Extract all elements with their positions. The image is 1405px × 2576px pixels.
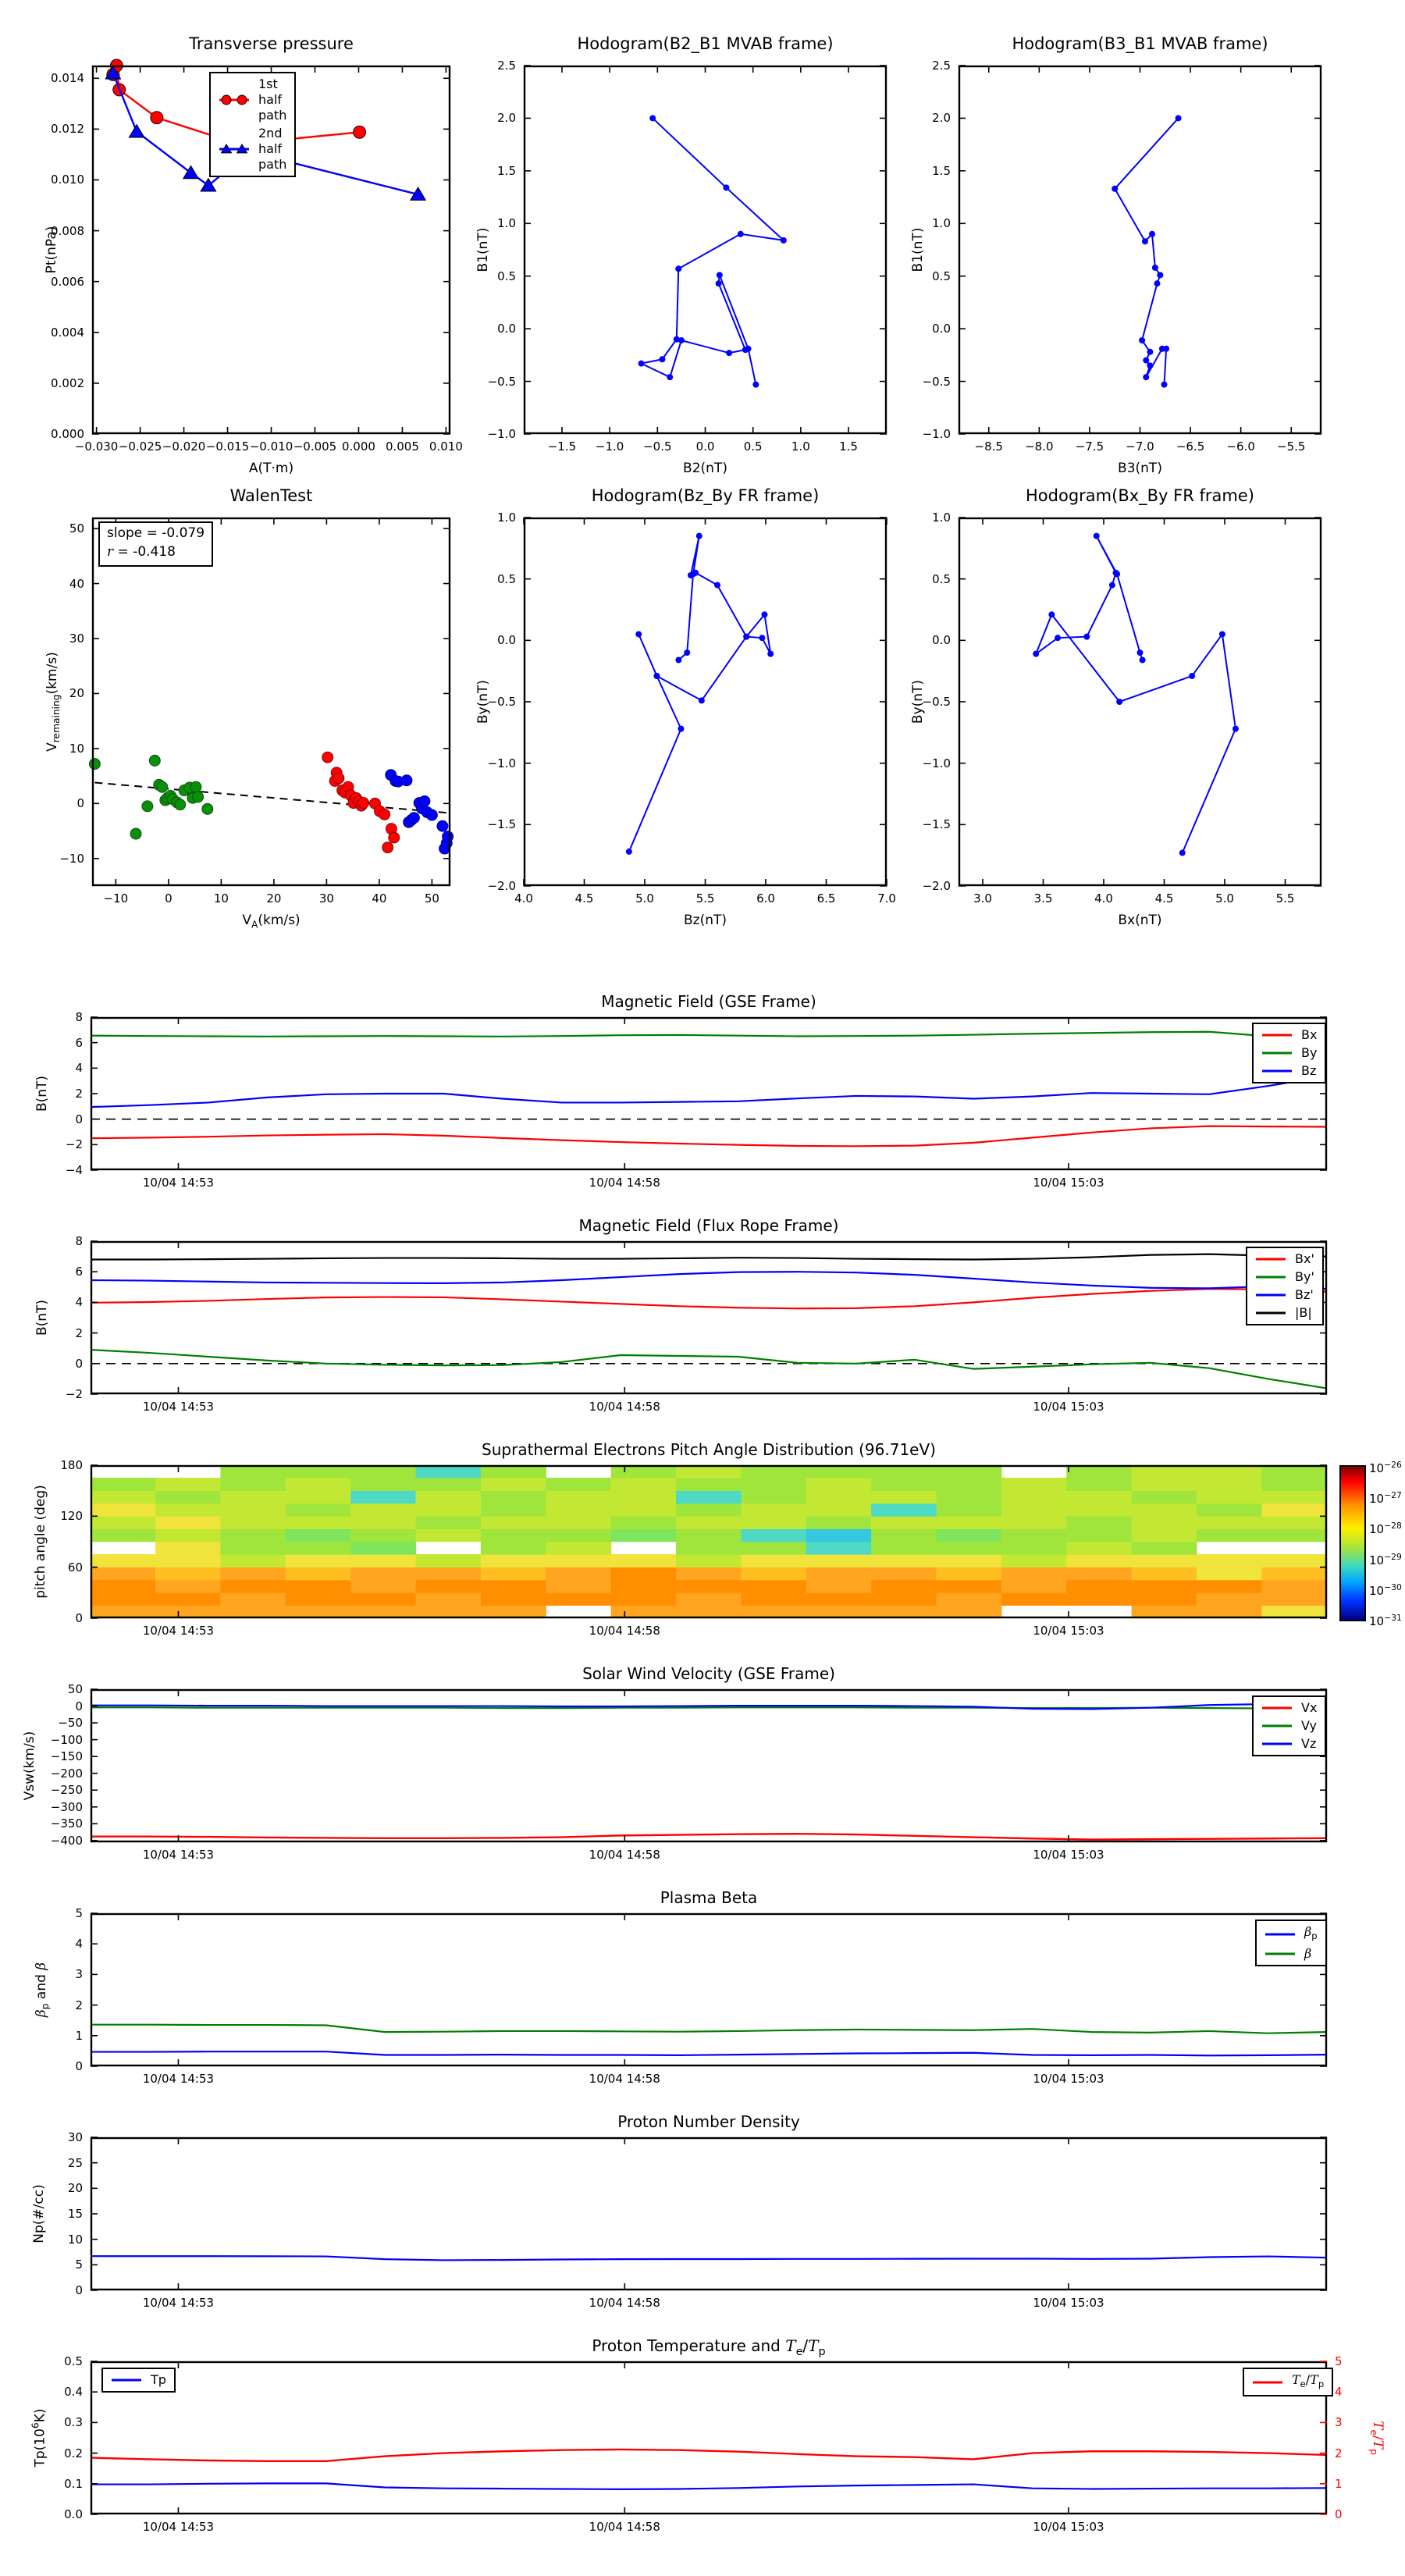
x-tick-label: −6.0 xyxy=(1226,439,1255,454)
y-tick-label: 50 xyxy=(67,1682,83,1696)
x-tick-label: 10/04 15:03 xyxy=(1033,2296,1104,2310)
panel-title: Proton Temperature and $T_e/T_p$ xyxy=(592,2336,826,2358)
hodogram-bx-by-canvas xyxy=(959,518,1321,886)
hodogram-b3-b1-canvas xyxy=(959,66,1321,434)
y-tick-label: 0.014 xyxy=(51,71,84,86)
y-tick-label: 0 xyxy=(75,2059,83,2073)
panel-title: Hodogram(B2_B1 MVAB frame) xyxy=(577,34,834,53)
legend-label: β xyxy=(1304,1946,1312,1962)
x-tick-label: 4.5 xyxy=(1154,891,1174,906)
y-tick-label: 4 xyxy=(75,1295,83,1310)
y-tick-label: −300 xyxy=(50,1799,83,1814)
y-tick-label: −0.5 xyxy=(922,374,951,389)
legend-entry xyxy=(1260,1736,1317,1752)
legend-sample-line xyxy=(1260,1737,1294,1751)
y-tick-label: 5 xyxy=(75,2258,83,2272)
x-axis-label: Bz(nT) xyxy=(683,913,727,928)
legend-sample-line xyxy=(1250,2375,1285,2389)
x-tick-label: −7.5 xyxy=(1075,439,1104,454)
y-axis-label: $\beta_p$ and β xyxy=(33,1962,52,2018)
y-tick-label: 2.0 xyxy=(932,111,951,126)
legend-entry xyxy=(1254,1269,1314,1285)
x-tick-label: −0.020 xyxy=(162,439,206,454)
colorbar xyxy=(1339,1465,1366,1621)
legend-sample-line xyxy=(109,2373,144,2387)
x-tick-label: 10/04 14:53 xyxy=(142,1624,215,1638)
y-axis-label: Vsw(km/s) xyxy=(22,1731,37,1801)
y-tick-label: 8 xyxy=(75,1010,83,1024)
legend xyxy=(101,2368,176,2393)
x-tick-label: 3.0 xyxy=(973,891,992,906)
y-tick-label: 0.5 xyxy=(497,269,516,283)
legend xyxy=(1246,1247,1324,1325)
legend xyxy=(1252,1023,1326,1083)
x-tick-label: 10/04 14:53 xyxy=(142,1848,215,1862)
y-tick-label: 2 xyxy=(75,1087,83,1101)
y-axis-label: B1(nT) xyxy=(910,227,926,272)
x-tick-label: 4.5 xyxy=(574,891,594,906)
right-y-tick-label: 4 xyxy=(1335,2385,1343,2400)
x-tick-label: −5.5 xyxy=(1277,439,1306,454)
x-tick-label: 5.0 xyxy=(1215,891,1234,906)
x-tick-label: −8.5 xyxy=(974,439,1003,454)
x-tick-label: −0.010 xyxy=(249,439,293,454)
x-tick-label: 3.5 xyxy=(1033,891,1053,906)
legend-label: By' xyxy=(1295,1269,1314,1284)
x-tick-label: 0.000 xyxy=(341,439,375,454)
legend-label: Vy xyxy=(1301,1718,1317,1733)
y-tick-label: 1 xyxy=(75,2028,83,2043)
x-tick-label: 10 xyxy=(213,891,229,906)
x-tick-label: 10/04 14:58 xyxy=(589,1400,660,1414)
y-tick-label: 2 xyxy=(75,1325,83,1340)
panel-title: Hodogram(B3_B1 MVAB frame) xyxy=(1012,34,1268,53)
x-tick-label: 10/04 14:58 xyxy=(589,2296,660,2310)
x-tick-label: 10/04 14:58 xyxy=(589,2072,660,2086)
x-tick-label: 1.5 xyxy=(839,439,858,454)
x-tick-label: 1.0 xyxy=(791,439,810,454)
legend-entry xyxy=(1260,1045,1317,1061)
x-tick-label: 10/04 14:58 xyxy=(589,2520,660,2534)
legend-entry xyxy=(1254,1305,1314,1321)
y-tick-label: 10 xyxy=(69,741,84,756)
colorbar-tick-label: $10^{-29}$ xyxy=(1369,1551,1402,1567)
y-tick-label: 6 xyxy=(75,1035,83,1050)
colorbar-tick-label: $10^{-28}$ xyxy=(1369,1521,1402,1537)
y-tick-label: 2.5 xyxy=(932,59,951,73)
y-tick-label: 30 xyxy=(67,2130,83,2144)
y-tick-label: 6 xyxy=(75,1265,83,1279)
stats-box: slope = -0.079 r = -0.418 xyxy=(98,521,213,567)
y-axis-label: $V_{remaining}(km/s)$ xyxy=(44,652,62,752)
panel-title: Magnetic Field (GSE Frame) xyxy=(601,992,816,1011)
legend-entry xyxy=(109,2372,166,2388)
x-tick-label: 30 xyxy=(318,891,334,906)
x-tick-label: 40 xyxy=(372,891,387,906)
legend-entry xyxy=(1260,1027,1317,1043)
y-tick-label: 4 xyxy=(75,1061,83,1076)
y-tick-label: −0.5 xyxy=(922,695,951,709)
legend-entry xyxy=(217,126,286,173)
x-tick-label: 10/04 14:53 xyxy=(142,2296,215,2310)
x-tick-label: −0.025 xyxy=(118,439,162,454)
x-tick-label: 20 xyxy=(266,891,282,906)
legend xyxy=(1252,1695,1326,1756)
y-tick-label: −1.0 xyxy=(922,427,951,441)
y-tick-label: 15 xyxy=(67,2207,83,2221)
y-tick-label: 0.010 xyxy=(51,173,84,187)
y-tick-label: 1.0 xyxy=(932,511,951,525)
y-axis-label: B(nT) xyxy=(34,1299,50,1336)
y-tick-label: −150 xyxy=(50,1749,83,1764)
y-tick-label: 0.006 xyxy=(51,274,84,289)
y-tick-label: −100 xyxy=(50,1732,83,1747)
legend-label: Vz xyxy=(1301,1736,1317,1751)
y-tick-label: −1.0 xyxy=(487,756,516,770)
y-axis-label: By(nT) xyxy=(910,679,926,724)
hodogram-b2-b1-canvas xyxy=(524,66,887,434)
x-axis-label: Bx(nT) xyxy=(1118,913,1162,928)
proton-temperature-canvas xyxy=(91,2361,1327,2514)
legend-entry xyxy=(1263,1946,1318,1962)
magnetic-field-gse-canvas xyxy=(91,1017,1327,1170)
panel-title: Hodogram(Bz_By FR frame) xyxy=(591,486,820,505)
y-tick-label: 3 xyxy=(75,1967,83,1982)
x-tick-label: 10/04 14:58 xyxy=(589,1176,660,1190)
x-axis-label: A(T·m) xyxy=(248,461,294,476)
colorbar-tick-label: $10^{-27}$ xyxy=(1369,1490,1402,1507)
y-axis-label: B(nT) xyxy=(34,1075,50,1112)
y-tick-label: 25 xyxy=(67,2155,83,2170)
x-tick-label: 10/04 15:03 xyxy=(1033,2072,1104,2086)
right-y-tick-label: 0 xyxy=(1335,2507,1343,2521)
walen-test-canvas xyxy=(92,518,450,886)
y-tick-label: 1.0 xyxy=(932,216,951,231)
y-tick-label: 120 xyxy=(60,1509,83,1524)
y-tick-label: −350 xyxy=(50,1816,83,1831)
y-tick-label: −10 xyxy=(59,851,84,866)
legend-label: $T_e/T_p$ xyxy=(1292,2372,1325,2390)
y-tick-label: 0.0 xyxy=(932,322,951,336)
legend-label: Bx xyxy=(1301,1027,1318,1042)
x-tick-label: −0.030 xyxy=(74,439,119,454)
hodogram-bz-by-canvas xyxy=(524,518,887,886)
x-tick-label: 5.0 xyxy=(635,891,654,906)
panel-title: Plasma Beta xyxy=(660,1888,758,1907)
y-axis-label: Pt(nPa) xyxy=(44,226,59,274)
y-axis-label: Np(#/cc) xyxy=(31,2184,47,2243)
legend-sample-line xyxy=(1254,1270,1288,1284)
y-tick-label: −1.0 xyxy=(487,427,516,441)
panel-title: Magnetic Field (Flux Rope Frame) xyxy=(578,1216,839,1235)
right-y-tick-label: 5 xyxy=(1335,2354,1343,2368)
legend-entry xyxy=(1260,1700,1317,1716)
x-tick-label: 10/04 14:58 xyxy=(589,1624,660,1638)
panel-title: WalenTest xyxy=(229,486,313,505)
x-tick-label: 0 xyxy=(165,891,173,906)
y-tick-label: 0 xyxy=(75,2283,83,2297)
y-axis-label: $Tp(10^6K)$ xyxy=(30,2408,48,2467)
y-tick-label: −0.5 xyxy=(487,695,516,709)
y-tick-label: −200 xyxy=(50,1766,83,1781)
y-tick-label: 0.0 xyxy=(64,2507,83,2521)
y-tick-label: −2.0 xyxy=(487,879,516,893)
y-tick-label: 50 xyxy=(69,521,84,536)
solar-wind-velocity-canvas xyxy=(91,1689,1327,1842)
legend-sample-line xyxy=(217,142,251,156)
y-tick-label: 0.5 xyxy=(932,571,951,586)
colorbar-tick-label: $10^{-26}$ xyxy=(1369,1460,1402,1475)
y-tick-label: 1.5 xyxy=(497,163,516,178)
y-tick-label: 0.3 xyxy=(64,2415,83,2430)
x-tick-label: 10/04 14:53 xyxy=(142,1400,215,1414)
y-tick-label: 2.0 xyxy=(497,111,516,126)
legend-sample-line xyxy=(1263,1927,1297,1941)
y-tick-label: 0.0 xyxy=(497,322,516,336)
x-tick-label: 10/04 15:03 xyxy=(1033,2520,1104,2534)
legend-sample-line xyxy=(1260,1701,1294,1715)
x-tick-label: 7.0 xyxy=(877,891,896,906)
proton-density-canvas xyxy=(91,2137,1327,2290)
right-y-axis-label: $T_e/T_p$ xyxy=(1368,2421,1386,2455)
y-tick-label: 0.2 xyxy=(64,2446,83,2460)
legend-label: Bx' xyxy=(1295,1251,1314,1266)
y-tick-label: 0.000 xyxy=(51,427,84,441)
x-tick-label: 0.010 xyxy=(429,439,463,454)
y-tick-label: 0.0 xyxy=(497,633,516,648)
x-axis-label: B2(nT) xyxy=(683,461,727,476)
y-tick-label: 0.5 xyxy=(64,2354,83,2368)
x-tick-label: 4.0 xyxy=(1094,891,1113,906)
y-tick-label: 0 xyxy=(75,1356,83,1371)
y-tick-label: 1.0 xyxy=(497,511,516,525)
x-tick-label: 10/04 14:58 xyxy=(589,1848,660,1862)
magnetic-field-fr-canvas xyxy=(91,1241,1327,1394)
colorbar-tick-label: $10^{-31}$ xyxy=(1369,1613,1402,1628)
y-tick-label: −2 xyxy=(65,1387,83,1401)
legend-entry xyxy=(1263,1924,1318,1944)
y-axis-label: B1(nT) xyxy=(475,227,491,272)
y-tick-label: −2 xyxy=(65,1137,83,1152)
legend-label: 1st half path xyxy=(258,76,287,123)
y-tick-label: 1.0 xyxy=(497,216,516,231)
y-tick-label: 0.5 xyxy=(932,269,951,283)
x-tick-label: 6.5 xyxy=(816,891,836,906)
legend-entry xyxy=(1260,1063,1317,1079)
y-tick-label: 0.0 xyxy=(932,633,951,648)
x-axis-label: $V_A(km/s)$ xyxy=(242,913,301,930)
right-y-tick-label: 1 xyxy=(1335,2476,1343,2491)
y-tick-label: 0.5 xyxy=(497,571,516,586)
y-tick-label: 0 xyxy=(75,1699,83,1713)
y-tick-label: 10 xyxy=(67,2232,83,2247)
x-tick-label: 10/04 15:03 xyxy=(1033,1400,1104,1414)
legend-label: Tp xyxy=(151,2372,166,2387)
y-tick-label: 0.002 xyxy=(51,375,84,390)
legend-sample-line xyxy=(1254,1306,1288,1320)
y-tick-label: 8 xyxy=(75,1234,83,1248)
legend-label: 2nd half path xyxy=(258,126,287,172)
colorbar-tick-label: $10^{-30}$ xyxy=(1369,1582,1402,1598)
electron-pad-canvas xyxy=(91,1465,1327,1618)
y-tick-label: 20 xyxy=(67,2181,83,2196)
legend-entry xyxy=(217,76,286,123)
y-tick-label: −250 xyxy=(50,1783,83,1798)
panel-title: Suprathermal Electrons Pitch Angle Distribution (96.71eV) xyxy=(482,1440,936,1459)
right-y-tick-label: 3 xyxy=(1335,2415,1343,2430)
x-tick-label: 10/04 15:03 xyxy=(1033,1176,1104,1190)
y-tick-label: 0.008 xyxy=(51,223,84,238)
y-axis-label: By(nT) xyxy=(475,679,491,724)
x-tick-label: −0.5 xyxy=(643,439,672,454)
y-tick-label: 20 xyxy=(69,686,84,701)
y-tick-label: 2.5 xyxy=(497,59,516,73)
y-tick-label: 5 xyxy=(75,1906,83,1920)
x-tick-label: 10/04 15:03 xyxy=(1033,1624,1104,1638)
legend xyxy=(1243,2368,1333,2396)
x-tick-label: 10/04 14:53 xyxy=(142,2520,215,2534)
legend-sample-line xyxy=(1254,1288,1288,1302)
y-tick-label: −2.0 xyxy=(922,879,951,893)
legend-sample-line xyxy=(1260,1046,1294,1060)
y-tick-label: 2 xyxy=(75,1998,83,2012)
legend-entry xyxy=(1250,2372,1324,2392)
y-tick-label: 180 xyxy=(60,1458,83,1472)
x-tick-label: 0.0 xyxy=(695,439,715,454)
x-tick-label: 0.005 xyxy=(385,439,419,454)
y-tick-label: −1.5 xyxy=(922,817,951,832)
y-tick-label: 0 xyxy=(75,1112,83,1126)
x-tick-label: −0.005 xyxy=(293,439,337,454)
x-axis-label: B3(nT) xyxy=(1118,461,1162,476)
x-tick-label: 10/04 14:53 xyxy=(142,1176,215,1190)
legend xyxy=(209,72,296,177)
legend-label: Bz' xyxy=(1295,1287,1314,1302)
y-tick-label: 0.012 xyxy=(51,122,84,137)
legend xyxy=(1255,1920,1327,1966)
legend-label: Bz xyxy=(1301,1063,1317,1078)
x-tick-label: −1.5 xyxy=(547,439,577,454)
panel-title: Hodogram(Bx_By FR frame) xyxy=(1026,486,1254,505)
y-tick-label: 4 xyxy=(75,1937,83,1952)
legend-sample-line xyxy=(217,93,251,107)
x-tick-label: 5.5 xyxy=(1275,891,1295,906)
y-tick-label: 0.004 xyxy=(51,325,84,340)
y-tick-label: 1.5 xyxy=(932,163,951,178)
legend-label: $\beta_p$ xyxy=(1304,1924,1318,1942)
plasma-beta-canvas xyxy=(91,1913,1327,2066)
y-tick-label: 0.1 xyxy=(64,2476,83,2491)
legend-label: By xyxy=(1301,1045,1318,1060)
x-tick-label: 10/04 15:03 xyxy=(1033,1848,1104,1862)
x-tick-label: −8.0 xyxy=(1025,439,1054,454)
y-tick-label: 30 xyxy=(69,631,84,646)
x-tick-label: −7.0 xyxy=(1126,439,1154,454)
y-tick-label: −0.5 xyxy=(487,374,516,389)
legend-sample-line xyxy=(1260,1064,1294,1078)
y-tick-label: 0 xyxy=(76,796,84,811)
legend-sample-line xyxy=(1263,1947,1297,1961)
y-tick-label: 60 xyxy=(67,1560,83,1574)
y-tick-label: −400 xyxy=(50,1833,83,1848)
x-tick-label: 5.5 xyxy=(695,891,715,906)
x-tick-label: −10 xyxy=(103,891,129,906)
x-tick-label: 0.5 xyxy=(743,439,763,454)
y-tick-label: 0 xyxy=(75,1611,83,1625)
legend-entry xyxy=(1254,1287,1314,1303)
legend-entry xyxy=(1260,1718,1317,1734)
y-tick-label: −1.5 xyxy=(487,817,516,832)
x-tick-label: −1.0 xyxy=(595,439,624,454)
x-tick-label: 10/04 14:53 xyxy=(142,2072,215,2086)
legend-entry xyxy=(1254,1251,1314,1267)
x-tick-label: 50 xyxy=(424,891,439,906)
x-tick-label: −6.5 xyxy=(1176,439,1205,454)
panel-title: Proton Number Density xyxy=(617,2112,800,2131)
y-tick-label: 40 xyxy=(69,576,84,591)
x-tick-label: −0.015 xyxy=(205,439,250,454)
y-tick-label: −50 xyxy=(58,1716,83,1731)
panel-title: Transverse pressure xyxy=(189,34,354,53)
legend-sample-line xyxy=(1260,1028,1294,1042)
y-tick-label: 0.4 xyxy=(64,2385,83,2400)
x-tick-label: 6.0 xyxy=(756,891,775,906)
x-tick-label: 4.0 xyxy=(514,891,533,906)
legend-sample-line xyxy=(1260,1719,1294,1733)
y-tick-label: −4 xyxy=(65,1163,83,1177)
legend-sample-line xyxy=(1254,1252,1288,1266)
y-tick-label: −1.0 xyxy=(922,756,951,770)
legend-label: Vx xyxy=(1301,1700,1318,1715)
right-y-tick-label: 2 xyxy=(1335,2446,1343,2460)
legend-label: |B| xyxy=(1295,1305,1312,1320)
y-axis-label: pitch angle (deg) xyxy=(33,1485,48,1599)
panel-title: Solar Wind Velocity (GSE Frame) xyxy=(582,1664,835,1683)
